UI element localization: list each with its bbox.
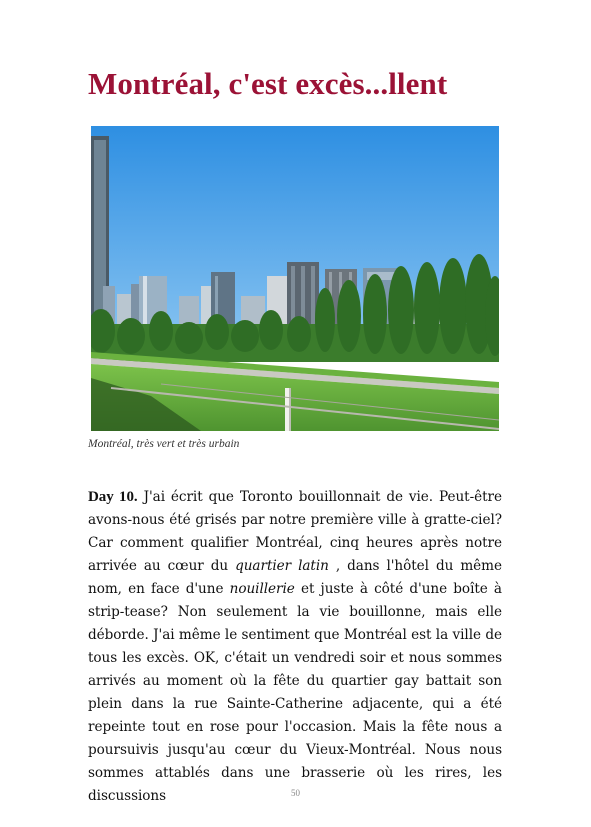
article-text-2: , dans l'hôtel du même nom, en face d'une: [88, 558, 502, 597]
page-title: Montréal, c'est excès...llent: [88, 66, 448, 101]
page-number: 50: [291, 788, 300, 798]
emphasis-nouillerie: nouillerie: [229, 581, 295, 597]
article-body: [88, 486, 502, 808]
article-text-3: et juste à côté d'une boîte à strip-tease? Non seulement la vie bouillonne, mais elle déborde. J'ai même le sentiment que Montréal est la ville de tous les excès. OK, c'était un vendredi soir et nous sommes arrivés au moment où la fête du quartier gay battait son plein dans la rue Sainte-Catherine adjacente, qui a été repeinte tout en rose pour l'occasion. Mais la fête nous a poursuivis jusqu'au cœur du Vieux-Montréal. Nous nous sommes attablés dans une brasserie où les rires, les discussions: [88, 581, 502, 804]
city-park-photo: [91, 126, 499, 431]
article-text-1: J'ai écrit que Toronto bouillonnait de vie. Peut-être avons-nous été grisés par notre première ville à gratte-ciel? Car comment qualifier Montréal, cinq heures après notre arrivée au cœur du: [88, 489, 502, 574]
photo-caption: Montréal, très vert et très urbain: [88, 438, 240, 450]
day-label: Day 10.: [88, 489, 138, 505]
emphasis-quartier-latin: quartier latin: [235, 558, 329, 574]
